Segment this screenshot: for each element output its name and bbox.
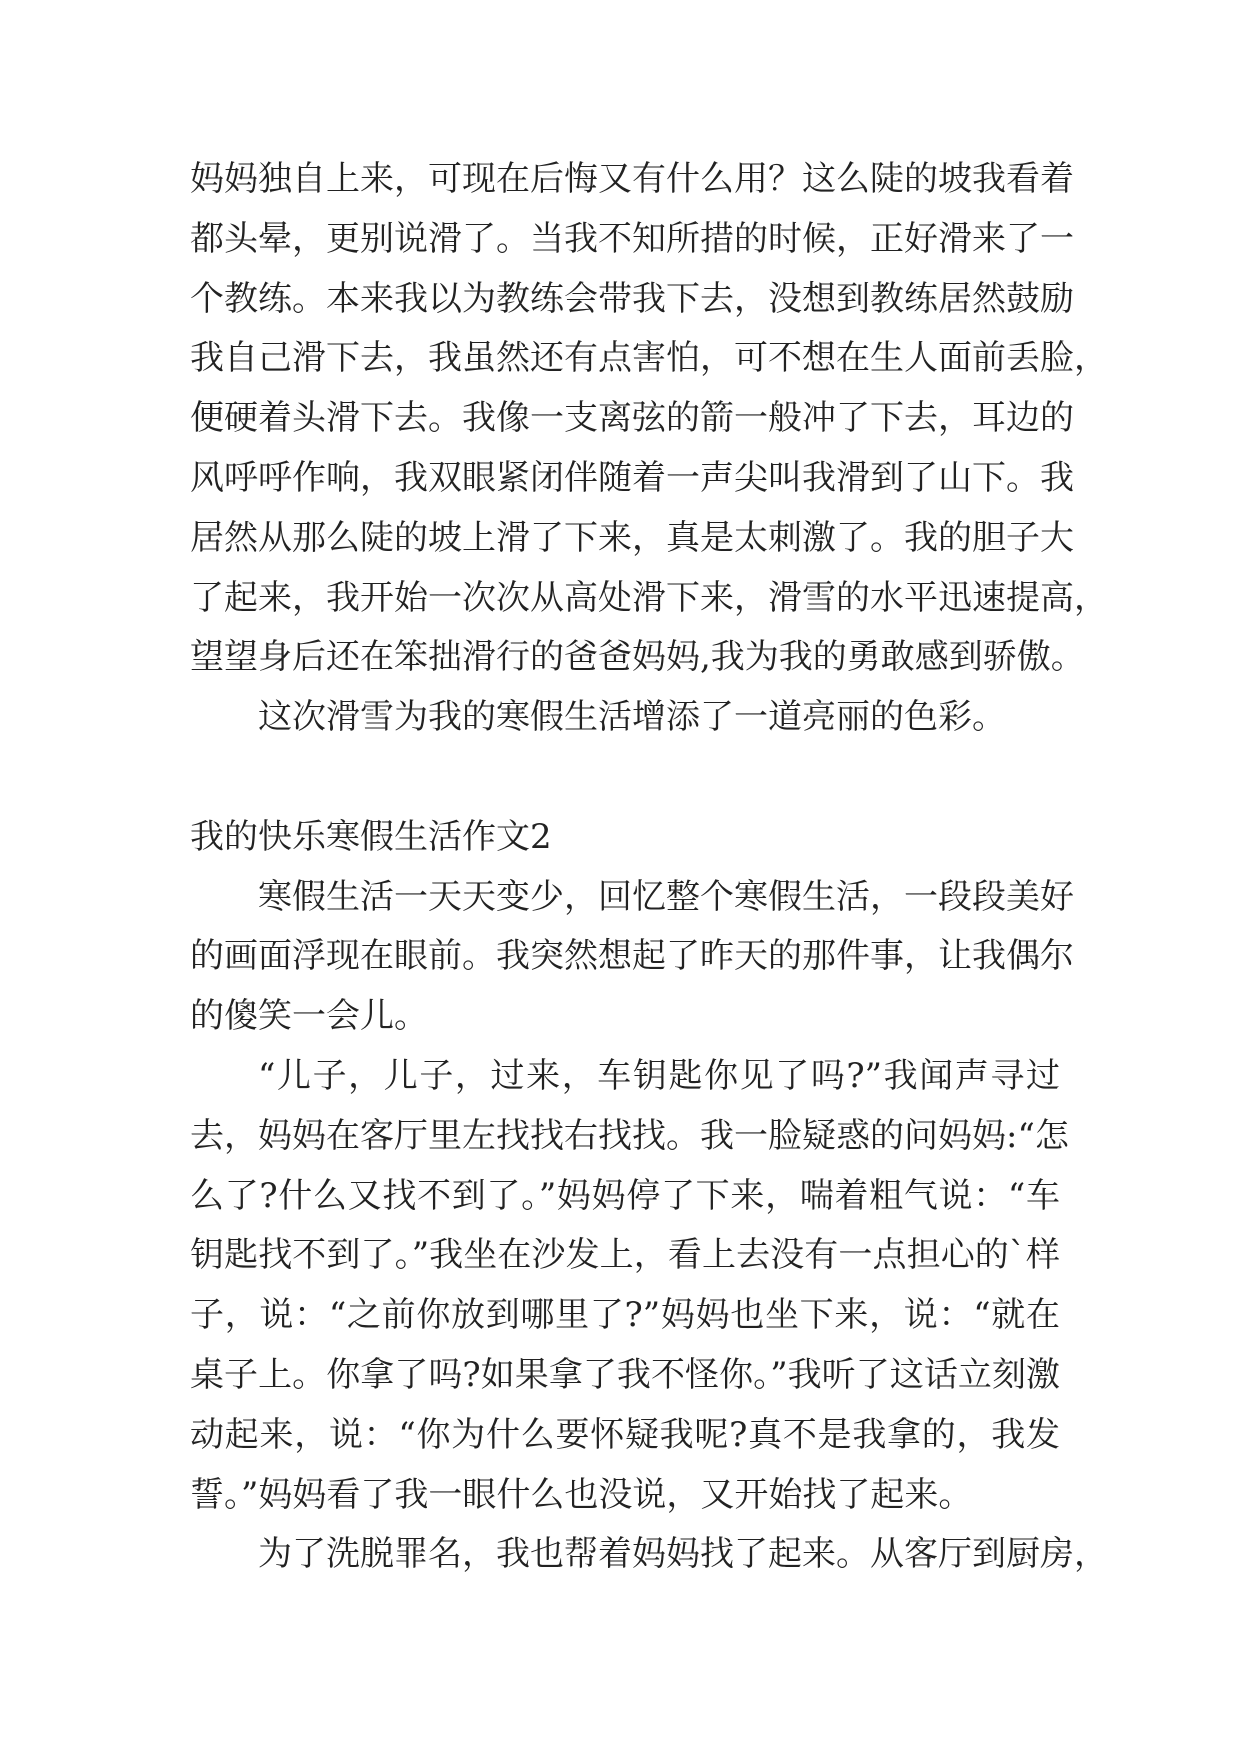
text-line: 动起来，说：“你为什么要怀疑我呢?真不是我拿的，我发 xyxy=(190,1414,1060,1455)
text-line: 我自己滑下去，我虽然还有点害怕，可不想在生人面前丢脸， xyxy=(190,338,1108,379)
paragraph-3 xyxy=(190,1525,1108,1585)
text-line: 为了洗脱罪名，我也帮着妈妈找了起来。从客厅到厨房， xyxy=(258,1534,1108,1575)
text-line: 么了?什么又找不到了。”妈妈停了下来，喘着粗气说：“车 xyxy=(190,1175,1060,1216)
text-line: 都头晕，更别说滑了。当我不知所措的时候，正好滑来了一 xyxy=(190,218,1074,259)
text-line: 子，说：“之前你放到哪里了?”妈妈也坐下来，说：“就在 xyxy=(190,1295,1060,1336)
text-line: 居然从那么陡的坡上滑了下来，真是太刺激了。我的胆子大 xyxy=(190,517,1074,558)
text-line: 望望身后还在笨拙滑行的爸爸妈妈,我为我的勇敢感到骄傲。 xyxy=(190,637,1085,678)
text-line: 桌子上。你拿了吗?如果拿了我不怪你。”我听了这话立刻激 xyxy=(190,1354,1060,1395)
paragraph-1 xyxy=(190,868,1074,1047)
text-line: 便硬着头滑下去。我像一支离弦的箭一般冲了下去，耳边的 xyxy=(190,398,1074,439)
text-line: 寒假生活一天天变少，回忆整个寒假生活，一段段美好 xyxy=(258,876,1074,917)
text-line: “儿子，儿子，过来，车钥匙你见了吗?”我闻声寻过 xyxy=(258,1055,1060,1096)
paragraph-continued xyxy=(190,150,1108,688)
paragraph-2 xyxy=(190,1047,1069,1525)
text-line: 誓。”妈妈看了我一眼什么也没说，又开始找了起来。 xyxy=(190,1474,973,1515)
text-line: 了起来，我开始一次次从高处滑下来，滑雪的水平迅速提高， xyxy=(190,577,1108,618)
paragraph-closing xyxy=(190,688,1060,748)
document-page xyxy=(190,150,1108,1585)
text-line: 钥匙找不到了。”我坐在沙发上，看上去没有一点担心的`样 xyxy=(190,1235,1060,1276)
text-line: 个教练。本来我以为教练会带我下去，没想到教练居然鼓励 xyxy=(190,278,1074,319)
text-line: 妈妈独自上来，可现在后悔又有什么用？这么陡的坡我看着 xyxy=(190,159,1074,199)
text-line: 的画面浮现在眼前。我突然想起了昨天的那件事，让我偶尔 xyxy=(190,936,1074,977)
text-line: 的傻笑一会儿。 xyxy=(190,996,428,1037)
text-line: 这次滑雪为我的寒假生活增添了一道亮丽的色彩。 xyxy=(258,697,1006,738)
text-line: 风呼呼作响，我双眼紧闭伴随着一声尖叫我滑到了山下。我 xyxy=(190,457,1074,498)
text-line: 去，妈妈在客厅里左找找右找找。我一脸疑惑的问妈妈:“怎 xyxy=(190,1115,1069,1156)
section-gap xyxy=(190,748,1060,808)
section-title: 我的快乐寒假生活作文2 xyxy=(190,816,552,857)
